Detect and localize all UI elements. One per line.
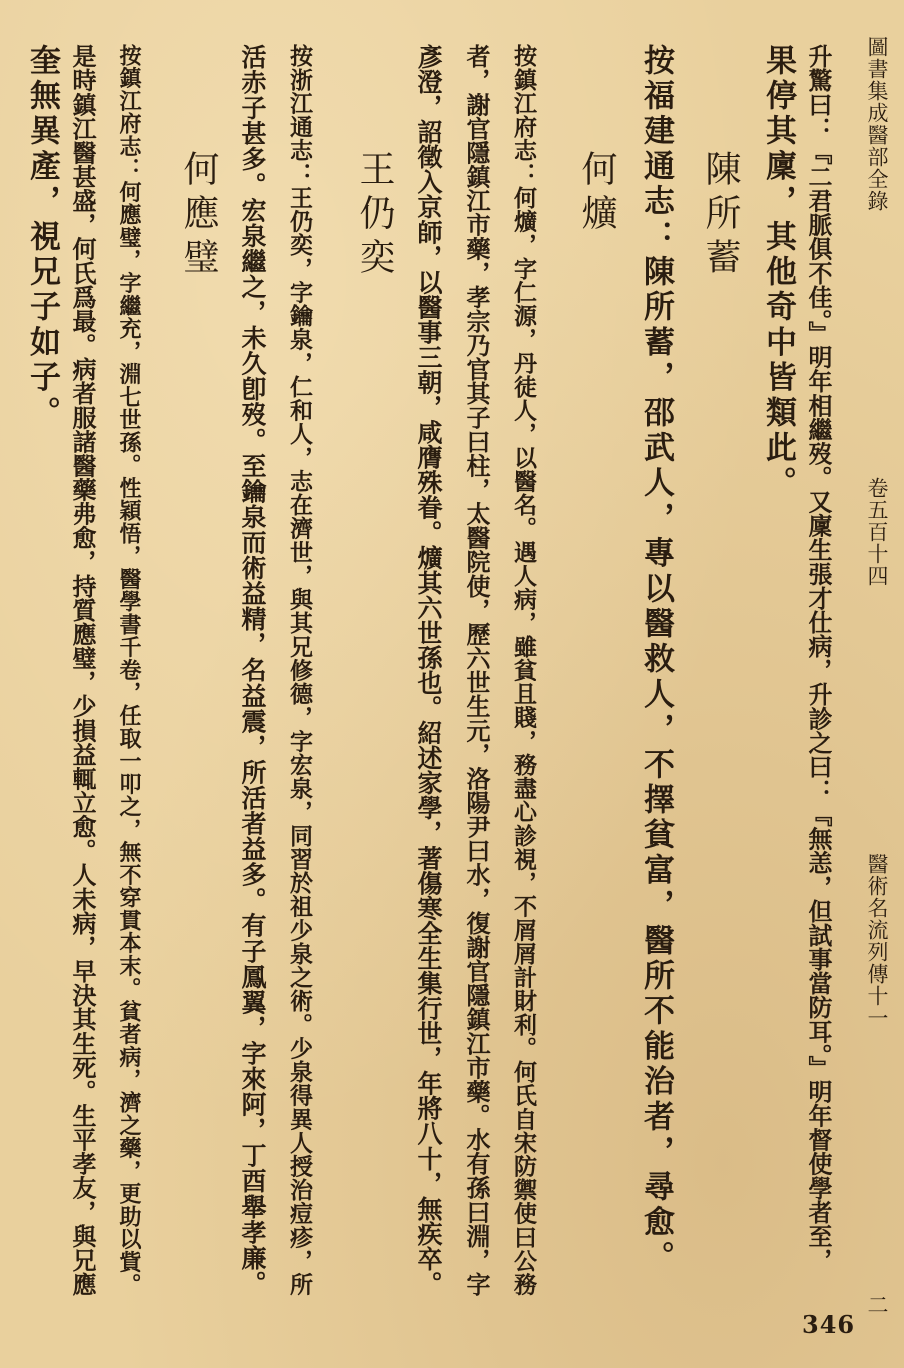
- leaf-number: 二: [865, 1293, 889, 1316]
- section-label: 醫術名流列傳十一: [865, 852, 889, 1029]
- entry-title-he-yingbi: 何應璧: [178, 150, 219, 282]
- text-column: 按鎮江府志：何爌，字仁源，丹徒人，以醫名。遇人病，雖貧且賤，務盡心診視，不屑屑計財利。何氏自宋防禦使曰公務: [510, 44, 537, 1296]
- text-column: 是時鎮江醫甚盛，何氏爲最。病者服諸醫藥弗愈，持質應璧，少損益輒立愈。人未病，早決其生死。生平孝友，與兄應: [68, 44, 97, 1296]
- entry-title-he-kuang: 何爌: [576, 150, 617, 238]
- text-column: 果停其廩，其他奇中皆類此。: [760, 44, 796, 502]
- text-column: 奎無異產，視兄子如子。: [24, 44, 60, 432]
- text-column: 按鎮江府志：何應璧，字繼充，淵七世孫。性穎悟，醫學書千卷，任取一叩之，無不穿貫本末。貧者病，濟之藥，更助以貲。: [116, 44, 142, 1296]
- running-header: [866, 36, 887, 1316]
- entry-title-chen-suoxu: 陳所蓄: [700, 150, 741, 282]
- text-column: 升驚曰：『二君脈俱不佳。』明年相繼歿。又廩生張才仕病，升診之曰：『無恙，但試事當防耳。』明年督使學者至，: [804, 44, 833, 1272]
- text-column: 活赤子甚多。宏泉繼之，未久卽歿。至鑰泉而術益精，名益震，所活者益多。有子鳳翼，字來阿，丁酉舉孝廉。: [238, 44, 267, 1296]
- text-column: 彥澄，詔徵入京師，以醫事三朝，咸膺殊眷。爌其六世孫也。紹述家學，著傷寒全生集行世，年將八十，無疾卒。: [414, 44, 443, 1296]
- text-column: 按福建通志：陳所蓄，邵武人，專以醫救人，不擇貧富，醫所不能治者，尋愈。: [638, 44, 674, 1276]
- volume-label: 卷五百十四: [865, 477, 889, 588]
- entry-title-wang-rengyi: 王仍奕: [354, 150, 395, 282]
- text-column: 按浙江通志：王仍奕，字鑰泉，仁和人，志在濟世，與其兄修德，字宏泉，同習於祖少泉之術。少泉得異人授治痘疹，所: [286, 44, 313, 1296]
- text-column: 者，謝官隱鎮江市藥，孝宗乃官其子曰柱，太醫院使，歷六世生元，洛陽尹曰水，復謝官隱鎮江市藥。水有孫曰淵，字: [462, 44, 491, 1296]
- page-number: 346: [802, 1310, 856, 1339]
- book-title: 圖書集成醫部全錄: [865, 36, 889, 212]
